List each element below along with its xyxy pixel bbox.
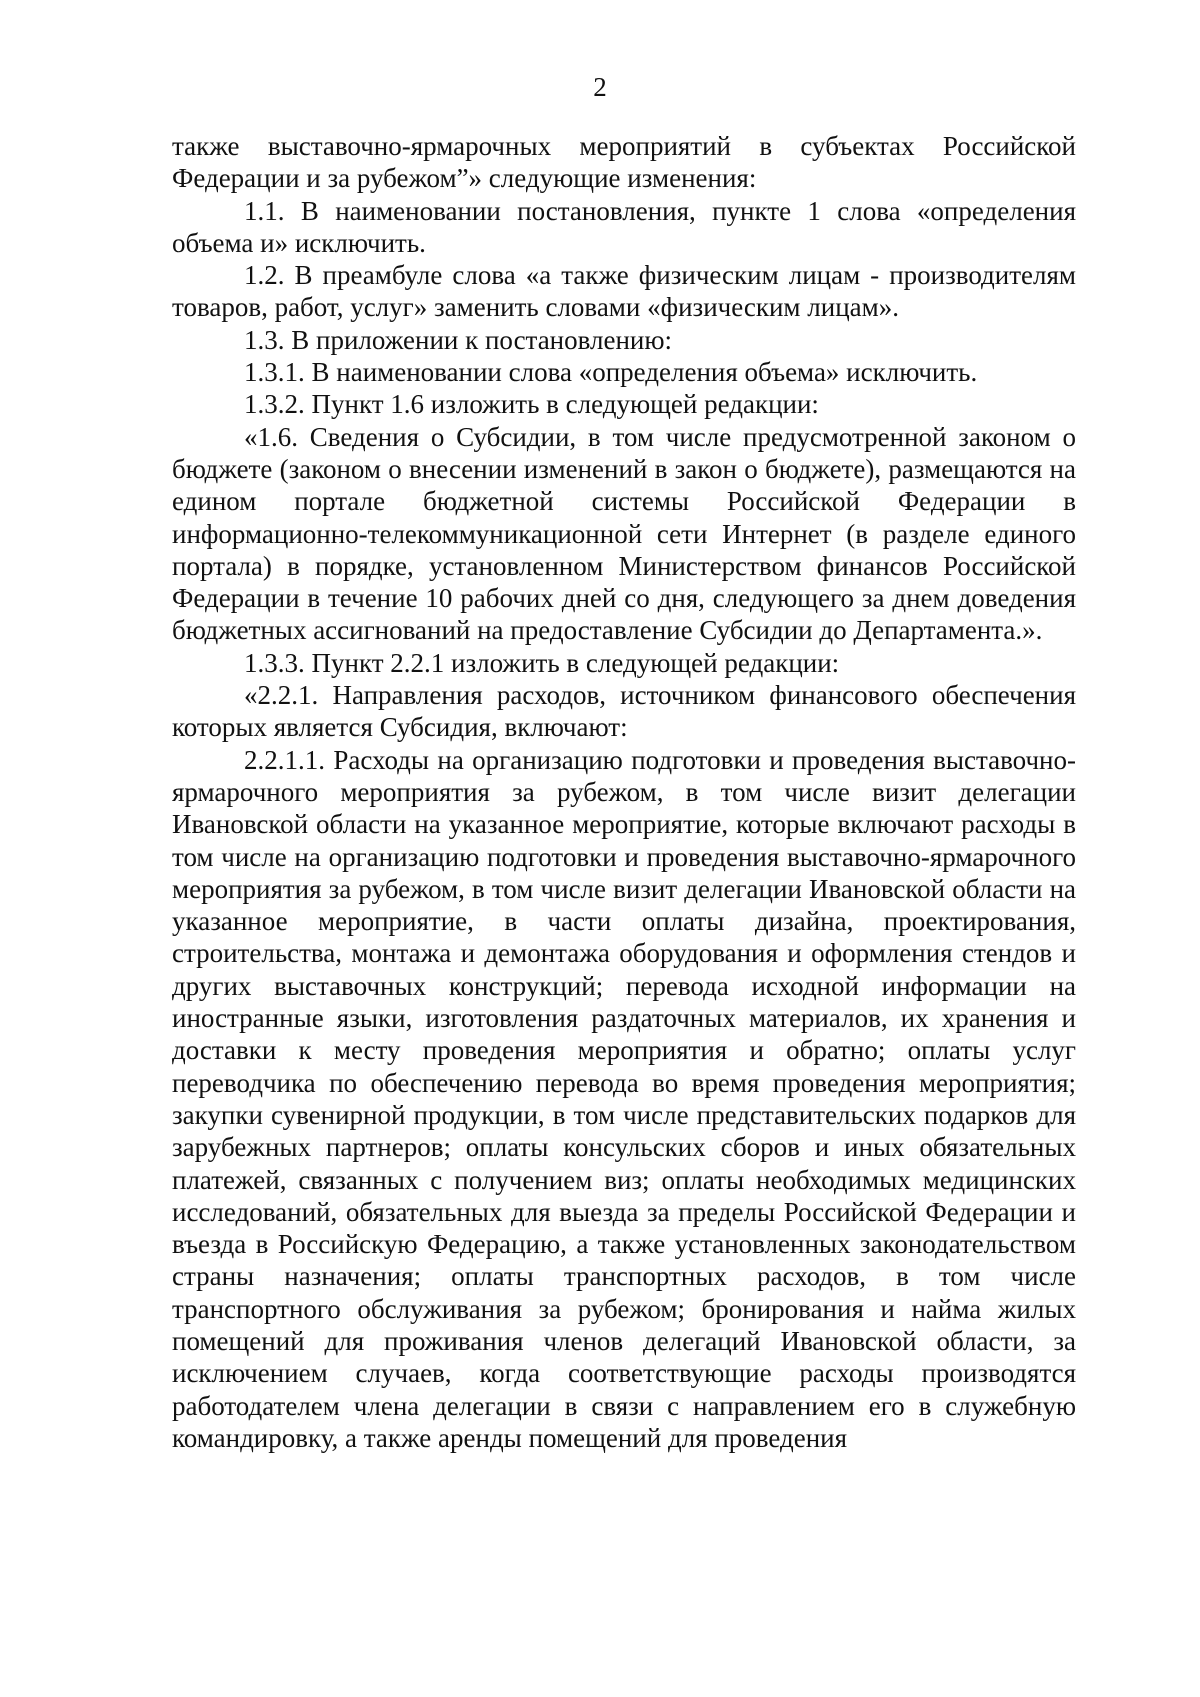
paragraph-clause-2-2-1-1: 2.2.1.1. Расходы на организацию подготовки и проведения выставочно-ярмарочного мероприятия за рубежом, в том числе визит делегации Ивановской области на указанное мероприятие, которые включают расходы в том числе на организацию подготовки и проведения выставочно-ярмарочного мероприятия за рубежом, в том числе визит делегации Ивановской области на указанное мероприятие, в части оплаты дизайна, проектирования, строительства, монтажа и демонтажа оборудования и оформления стендов и других выставочных конструкций; перевода исходной информации на иностранные языки, изготовления раздаточных материалов, их хранения и доставки к месту проведения мероприятия и обратно; оплаты услуг переводчика по обеспечению перевода во время проведения мероприятия; закупки сувенирной продукции, в том числе представительских подарков для зарубежных партнеров; оплаты консульских сборов и иных обязательных платежей, связанных с получением виз; оплаты необходимых медицинских исследований, обязательных для выезда за пределы Российской Федерации и въезда в Российскую Федерацию, а также установленных законодательством страны назначения; оплаты транспортных расходов, в том числе транспортного обслуживания за рубежом; бронирования и найма жилых помещений для проживания членов делегаций Ивановской области, за исключением случаев, когда соответствующие расходы производятся работодателем члена делегации в связи с направлением его в служебную командировку, а также аренды помещений для проведения xyxy=(172,744,1076,1453)
paragraph-item-1-2: 1.2. В преамбуле слова «а также физическим лицам - производителям товаров, работ, услуг» заменить словами «физическим лицам». xyxy=(172,260,1076,323)
paragraph-intro: также выставочно-ярмарочных мероприятий в субъектах Российской Федерации и за рубежом”» следующие изменения: xyxy=(172,131,1076,194)
paragraph-item-1-3-2: 1.3.2. Пункт 1.6 изложить в следующей редакции: xyxy=(244,389,819,420)
paragraph-item-1-3-1: 1.3.1. В наименовании слова «определения объема» исключить. xyxy=(244,357,978,388)
document-body xyxy=(172,130,1076,1454)
paragraph-clause-2-2-1: «2.2.1. Направления расходов, источником финансового обеспечения которых является Субсидия, включают: xyxy=(172,680,1076,743)
paragraph-item-1-3: 1.3. В приложении к постановлению: xyxy=(244,324,673,355)
paragraph-item-1-1: 1.1. В наименовании постановления, пункте 1 слова «определения объема и» исключить. xyxy=(172,195,1076,258)
page-number: 2 xyxy=(593,72,607,102)
paragraph-item-1-3-3: 1.3.3. Пункт 2.2.1 изложить в следующей редакции: xyxy=(244,647,840,678)
paragraph-clause-1-6: «1.6. Сведения о Субсидии, в том числе предусмотренной законом о бюджете (законом о внесении изменений в закон о бюджете), размещаются на едином портале бюджетной системы Российской Федерации в информационно-телекоммуникационной сети Интернет (в разделе единого портала) в порядке, установленном Министерством финансов Российской Федерации в течение 10 рабочих дней со дня, следующего за днем доведения бюджетных ассигнований на предоставление Субсидии до Департамента.». xyxy=(172,421,1076,646)
